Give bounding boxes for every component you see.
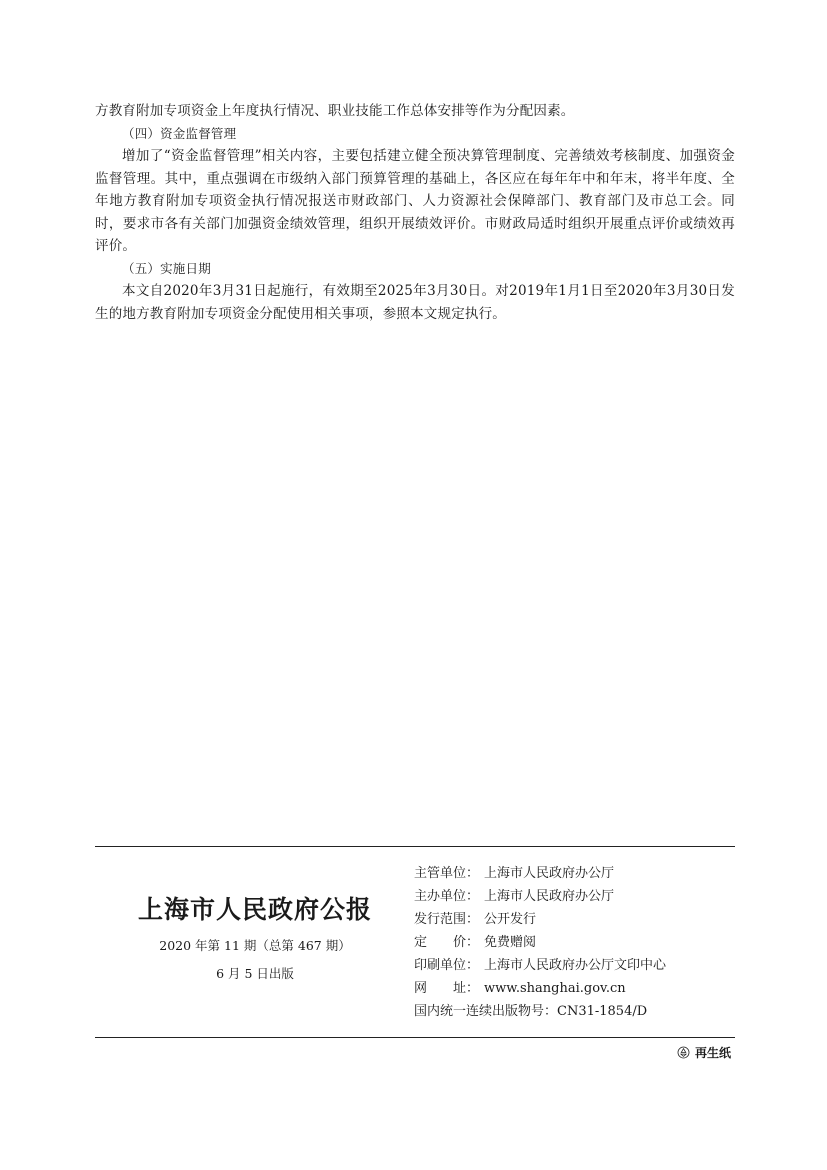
info-label: 主办单位：	[414, 889, 480, 904]
info-row	[414, 908, 666, 931]
serial-number: 国内统一连续出版物号：CN31-1854/D	[414, 1004, 648, 1019]
recycle-icon	[677, 1046, 690, 1059]
publication-info	[414, 862, 666, 1023]
info-row	[414, 977, 666, 1000]
article-body	[95, 100, 735, 325]
section-heading-effective-date: （五）实施日期	[122, 260, 211, 276]
masthead	[95, 890, 415, 982]
divider-top	[95, 846, 735, 847]
info-label: 定 价：	[414, 935, 480, 950]
paragraph-fund-supervision: 增加了“资金监督管理”相关内容，主要包括建立健全预决算管理制度、完善绩效考核制度、加强资金监督管理。其中，重点强调在市级纳入部门预算管理的基础上，各区应在每年年中和年末，将半年度、全年地方教育附加专项资金执行情况报送市财政部门、人力资源社会保障部门、教育部门及市总工会。同时，要求市各有关部门加强资金绩效管理，组织开展绩效评价。市财政局适时组织开展重点评价或绩效再评价。	[95, 148, 735, 254]
paragraph-effective-date: 本文自2020年3月31日起施行，有效期至2025年3月30日。对2019年1月1日至2020年3月30日发生的地方教育附加专项资金分配使用相关事项，参照本文规定执行。	[95, 283, 735, 322]
info-label: 网 址：	[414, 981, 480, 996]
recycled-paper-mark	[677, 1044, 731, 1061]
info-value: 上海市人民政府办公厅	[484, 866, 615, 881]
info-value: 免费赠阅	[484, 935, 537, 950]
paragraph-allocation-factors: 方教育附加专项资金上年度执行情况、职业技能工作总体安排等作为分配因素。	[95, 103, 575, 119]
gazette-title: 上海市人民政府公报	[137, 895, 372, 924]
info-row	[414, 931, 666, 954]
issue-number: 2020 年第 11 期（总第 467 期）	[159, 938, 351, 953]
info-value: 上海市人民政府办公厅	[484, 889, 615, 904]
info-row	[414, 954, 666, 977]
divider-bottom	[95, 1037, 735, 1038]
info-label: 主管单位：	[414, 866, 480, 881]
info-value: 上海市人民政府办公厅文印中心	[484, 958, 667, 973]
info-label: 发行范围：	[414, 912, 480, 927]
info-label: 印刷单位：	[414, 958, 480, 973]
website-url: www.shanghai.gov.cn	[484, 981, 626, 996]
info-row	[414, 862, 666, 885]
recycled-label: 再生纸	[695, 1046, 732, 1060]
info-row	[414, 885, 666, 908]
section-heading-fund-supervision: （四）资金监督管理	[122, 125, 237, 141]
info-value: 公开发行	[484, 912, 537, 927]
publication-date: 6 月 5 日出版	[216, 966, 294, 981]
